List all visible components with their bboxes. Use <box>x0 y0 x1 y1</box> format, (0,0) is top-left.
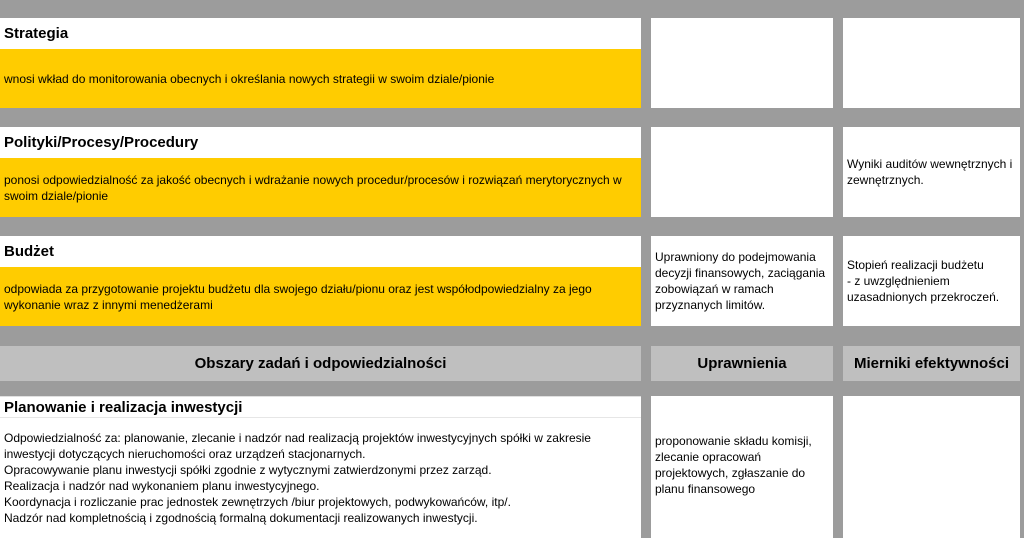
mierniki-cell-polityki <box>843 127 1020 217</box>
row-title-strategia: Strategia <box>0 18 641 49</box>
row-title-budzet: Budżet <box>0 236 641 267</box>
row-description-budzet <box>0 267 641 326</box>
uprawnienia-cell-strategia <box>651 18 833 108</box>
section-line: Koordynacja i rozliczanie prac jednostek zewnętrzych /biur projektowych, podwykowańców, itp/. <box>4 495 511 509</box>
row-description-polityki <box>0 158 641 217</box>
uprawnienia-text: Uprawniony do podejmowania decyzji finansowych, zaciągania zobowiązań w ramach przyznanych limitów. <box>655 250 826 312</box>
section-investments <box>0 396 641 538</box>
row-description-text: wnosi wkład do monitorowania obecnych i określania nowych strategii w swoim dziale/pionie <box>4 71 495 86</box>
uprawnienia-text: proponowanie składu komisji, zlecanie opracowań projektowych, zgłaszanie do planu finansowego <box>655 434 812 496</box>
row-description-strategia <box>0 49 641 108</box>
header-areas: Obszary zadań i odpowiedzialności <box>0 346 641 381</box>
uprawnienia-cell-investments <box>651 396 833 538</box>
mierniki-text: Wyniki auditów wewnętrznych i zewnętrznych. <box>847 157 1013 187</box>
row-title-polityki: Polityki/Procesy/Procedury <box>0 127 641 158</box>
uprawnienia-cell-budzet <box>651 236 833 326</box>
section-line: Odpowiedzialność za: planowanie, zlecanie i nadzór nad realizacją projektów inwestycyjnych spółki w zakresie inwestycji dotyczących nieruchomości oraz urządzeń stacjonarnych. <box>4 431 591 461</box>
row-description-text: ponosi odpowiedzialność za jakość obecnych i wdrażanie nowych procedur/procesów i rozwiązań merytorycznych w swoim dziale/pionie <box>4 172 622 203</box>
row-description-text: odpowiada za przygotowanie projektu budżetu dla swojego działu/pionu oraz jest współodpowiedzialny za jego wykonanie wraz z innymi menedżerami <box>4 281 592 312</box>
section-line: Realizacja i nadzór nad wykonaniem planu inwestycyjnego. <box>4 479 320 493</box>
section-line: Opracowywanie planu inwestycji spółki zgodnie z wytycznymi zatwierdzonymi przez zarząd. <box>4 463 492 477</box>
header-permissions: Uprawnienia <box>651 346 833 381</box>
mierniki-cell-investments <box>843 396 1020 538</box>
section-line: Nadzór nad kompletnością i zgodnością formalną dokumentacji realizowanych inwestycji. <box>4 511 478 525</box>
section-description <box>0 418 641 526</box>
mierniki-text: Stopień realizacji budżetu - z uwzględnieniem uzasadnionych przekroczeń. <box>847 258 1000 304</box>
header-metrics: Mierniki efektywności <box>843 346 1020 381</box>
section-title: Planowanie i realizacja inwestycji <box>4 398 243 416</box>
mierniki-cell-budzet <box>843 236 1020 326</box>
mierniki-cell-strategia <box>843 18 1020 108</box>
uprawnienia-cell-polityki <box>651 127 833 217</box>
